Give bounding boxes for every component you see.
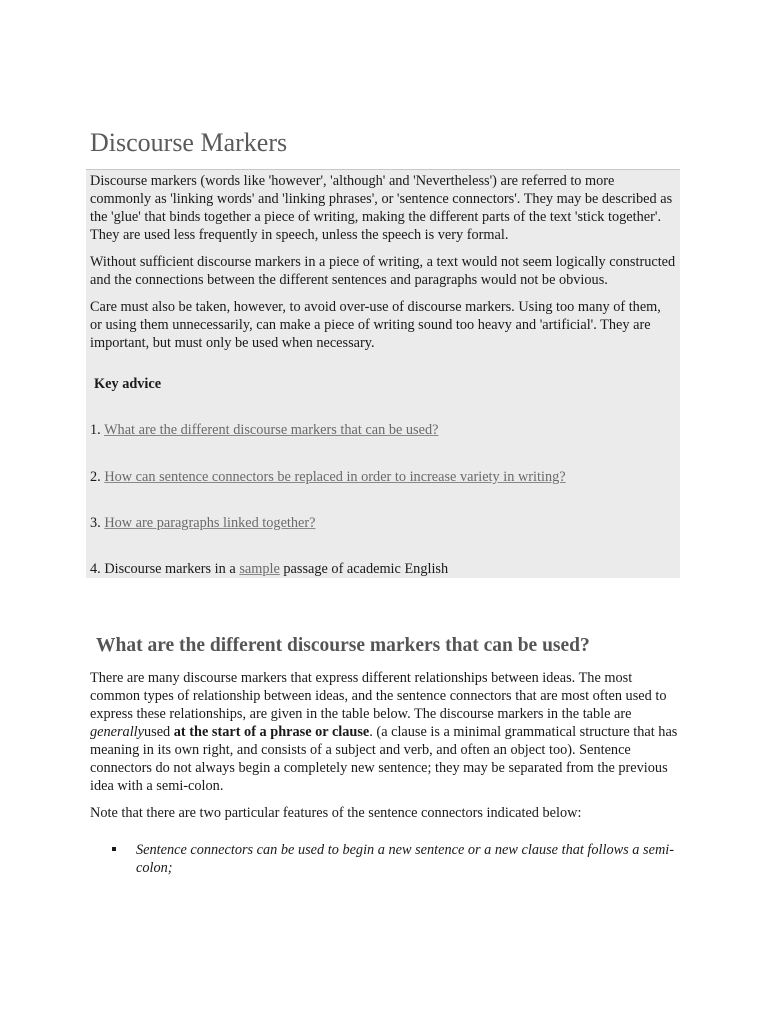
features-list <box>112 841 682 877</box>
advice-number: 3. <box>90 515 101 531</box>
para-italic: generally <box>90 724 144 740</box>
para-bold: at the start of a phrase or clause <box>173 724 370 740</box>
intro-paragraph: Discourse markers (words like 'however', 'although' and 'Nevertheless') are referred to more commonly as 'linking words' and 'linking phrases', or 'sentence connectors'. They may be described as the 'glue' that binds together a piece of writing, making the different parts of the text 'stick together'. They are used less frequently in speech, unless the speech is very formal. <box>90 173 673 243</box>
advice-number: 2. <box>90 469 101 485</box>
advice-link-different-markers[interactable]: What are the different discourse markers that can be used? <box>104 422 439 438</box>
advice-link-replace-connectors[interactable]: How can sentence connectors be replaced in order to increase variety in writing? <box>104 469 566 485</box>
intro-box <box>86 169 680 578</box>
advice-item-1 <box>90 421 438 439</box>
section-paragraph <box>90 669 682 795</box>
advice-number: 4. <box>90 561 101 577</box>
section-heading: What are the different discourse markers that can be used? <box>96 635 590 656</box>
advice-link-sample[interactable]: sample <box>239 561 280 577</box>
para-text: There are many discourse markers that express different relationships between ideas. The most common types of relationship between ideas, and the sentence connectors that are most often used to express these relationships, are given in the table below. The discourse markers in the table are <box>90 670 667 722</box>
para-text: used <box>144 724 174 740</box>
advice-item-2 <box>90 468 566 486</box>
advice-link-paragraphs-linked[interactable]: How are paragraphs linked together? <box>104 515 316 531</box>
advice-item-4 <box>90 560 448 578</box>
advice-number: 1. <box>90 422 101 438</box>
advice-text-before: Discourse markers in a <box>104 561 236 577</box>
intro-paragraph: Without sufficient discourse markers in a piece of writing, a text would not seem logically constructed and the connections between the different sentences and paragraphs would not be obvious. <box>90 254 676 288</box>
advice-item-3 <box>90 514 316 532</box>
feature-text: Sentence connectors can be used to begin a new sentence or a new clause that follows a semi-colon; <box>136 842 674 876</box>
bullet-icon <box>112 847 116 851</box>
page-title: Discourse Markers <box>90 128 288 157</box>
para-text: . (a clause is a minimal grammatical structure that has meaning in its own right, and consists of a subject and verb, and often an object too). Sentence connectors do not always begin a completely new sentence; they may be separated from the previous idea with a semi-colon. <box>90 724 678 794</box>
feature-item <box>112 841 682 877</box>
section-paragraph: Note that there are two particular features of the sentence connectors indicated below: <box>90 805 582 821</box>
key-advice-heading: Key advice <box>94 376 162 392</box>
intro-paragraph: Care must also be taken, however, to avoid over-use of discourse markers. Using too many of them, or using them unnecessarily, can make a piece of writing sound too heavy and 'artificial'. They are important, but must only be used when necessary. <box>90 299 661 351</box>
advice-text-after: passage of academic English <box>283 561 449 577</box>
section-body <box>90 669 682 831</box>
